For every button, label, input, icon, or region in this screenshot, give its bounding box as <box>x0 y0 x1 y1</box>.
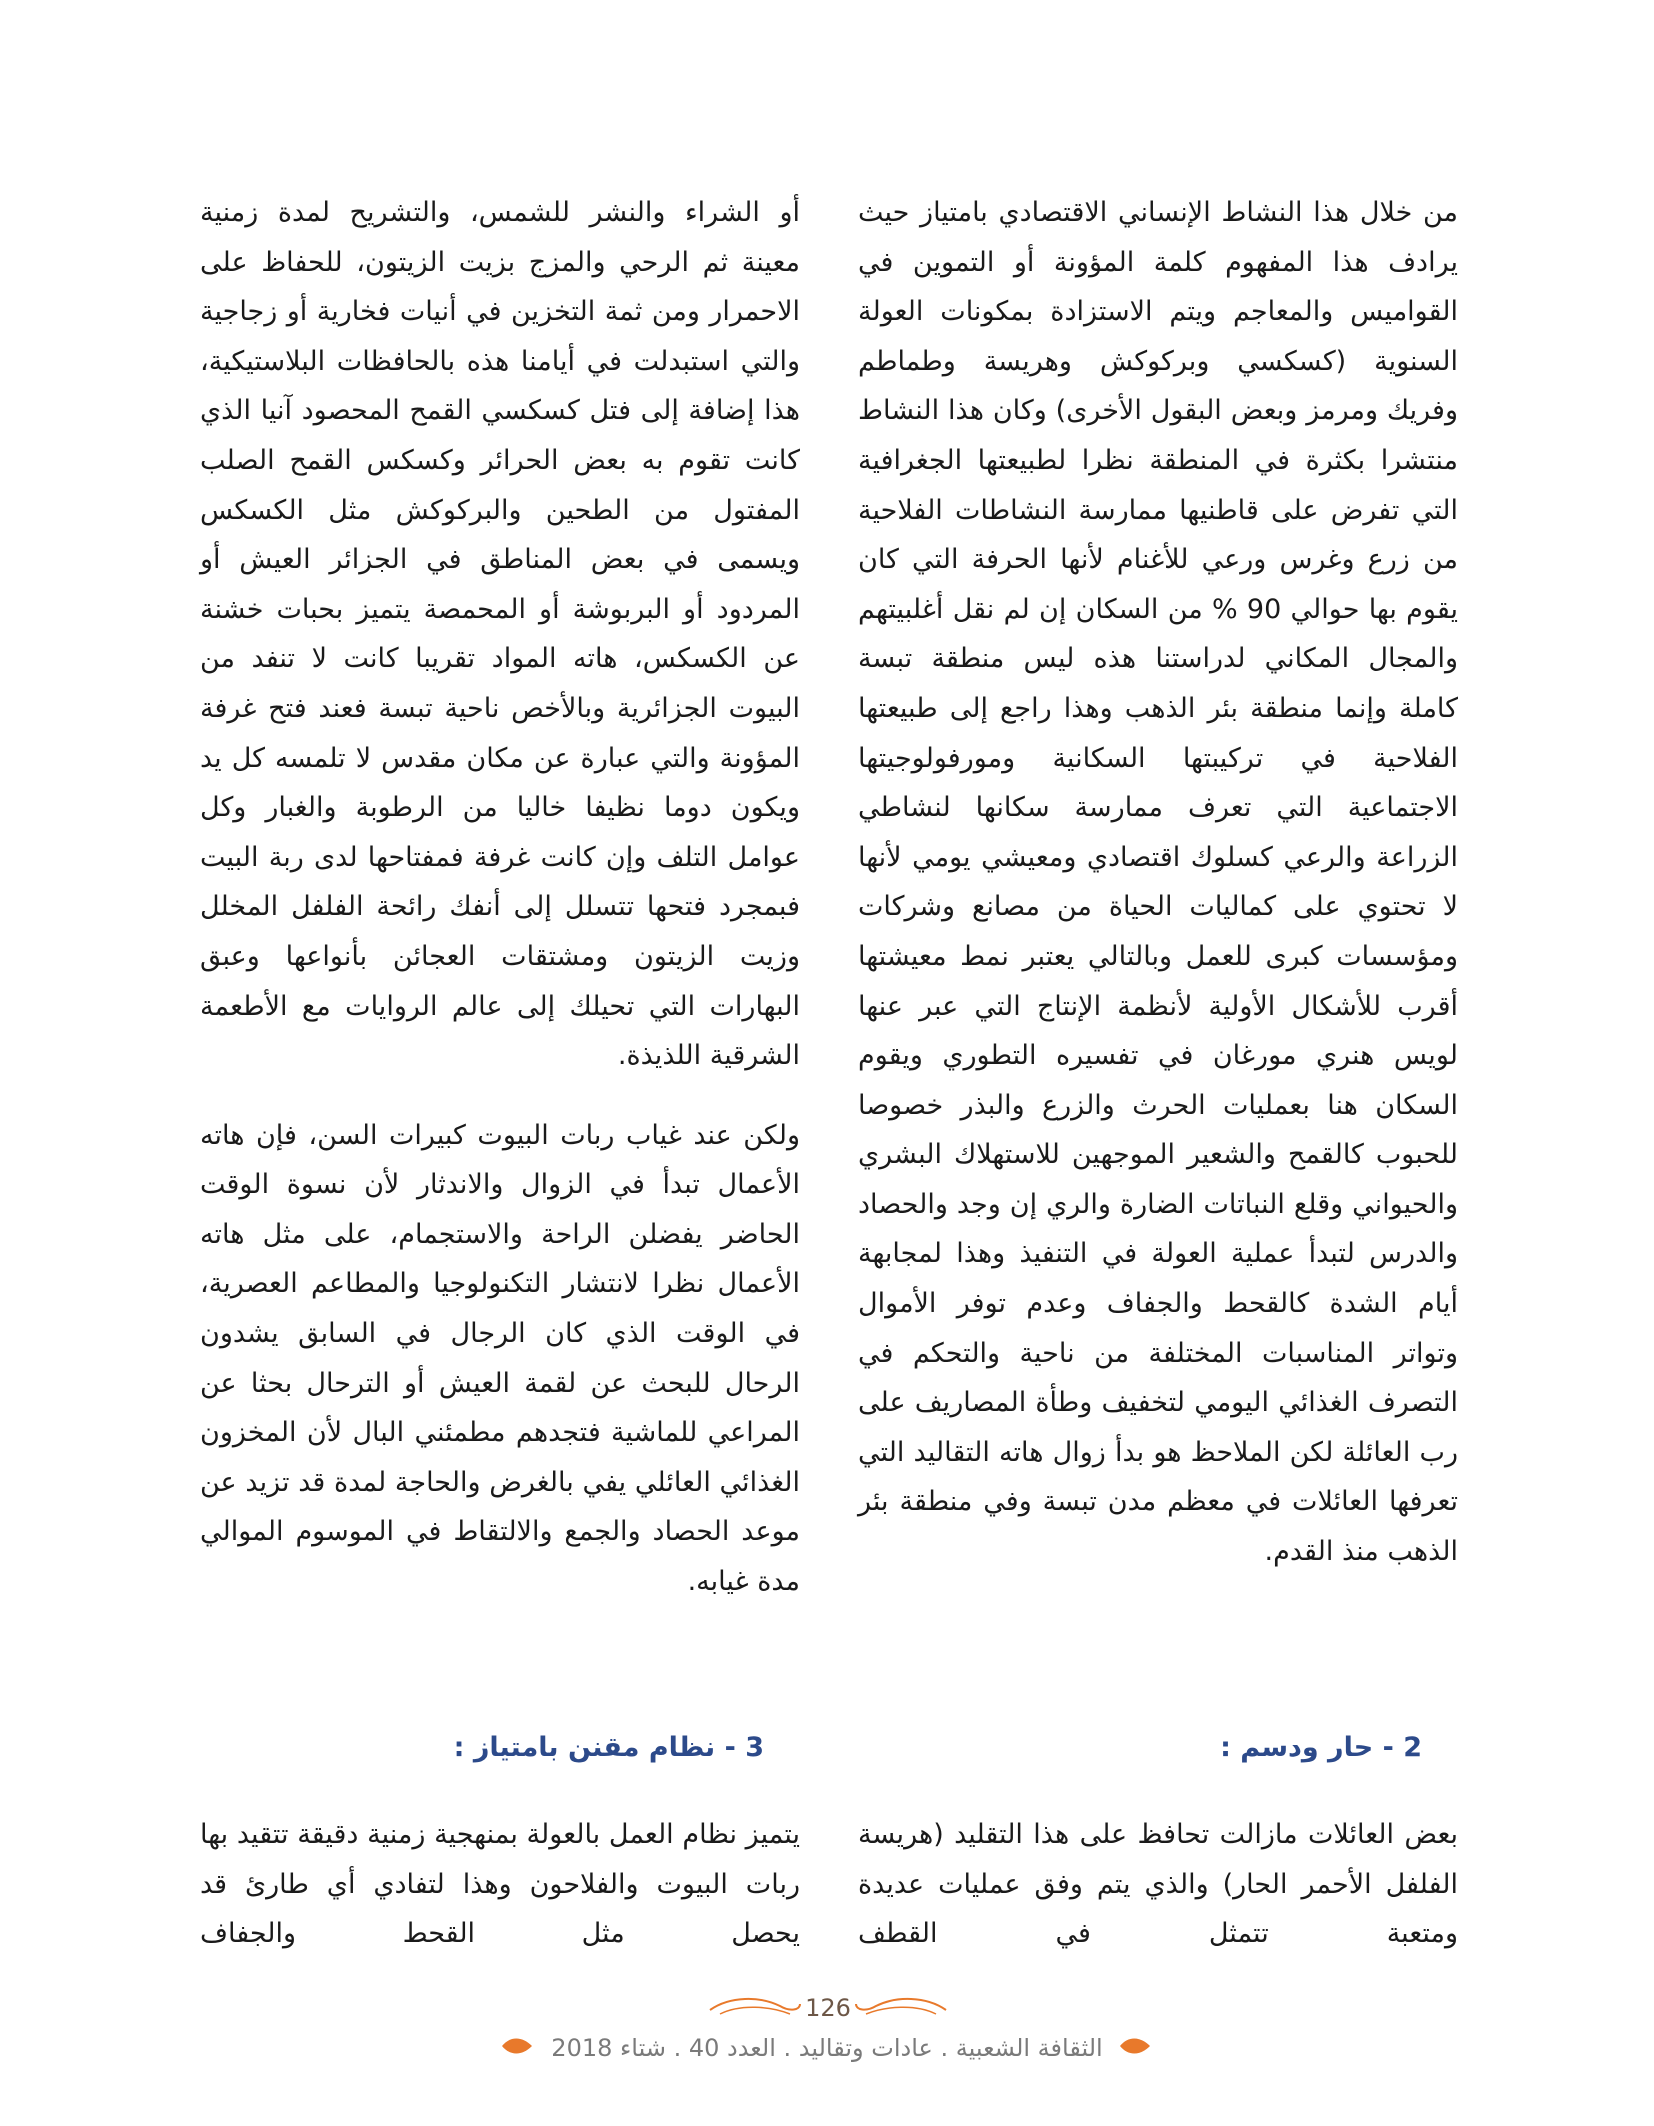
bottom-right-block <box>858 1810 1458 1959</box>
page-number: 126 <box>805 1994 851 2022</box>
section-heading-3: 3 - نظام مقنن بامتياز : <box>453 1732 764 1763</box>
bottom-left-block <box>200 1810 800 1959</box>
right-column <box>858 188 1458 1577</box>
right-column-paragraph-1: من خلال هذا النشاط الإنساني الاقتصادي بامتياز حيث يرادف هذا المفهوم كلمة المؤونة أو التموين في القواميس والمعاجم ويتم الاستزادة بمكونات العولة السنوية (كسكسي وبركوكش وهريسة وطماطم وفريك ومرمز وبعض البقول الأخرى) وكان هذا النشاط منتشرا بكثرة في المنطقة نظرا لطبيعتها الجغرافية التي تفرض على قاطنيها ممارسة النشاطات الفلاحية من زرع وغرس ورعي للأغنام لأنها الحرفة التي كان يقوم بها حوالي 90 % من السكان إن لم نقل أغلبيتهم والمجال المكاني لدراستنا هذه ليس منطقة تبسة كاملة وإنما منطقة بئر الذهب وهذا راجع إلى طبيعتها الفلاحية في تركيبتها السكانية ومورفولوجيتها الاجتماعية التي تعرف ممارسة سكانها لنشاطي الزراعة والرعي كسلوك اقتصادي ومعيشي يومي لأنها لا تحتوي على كماليات الحياة من مصانع وشركات ومؤسسات كبرى للعمل وبالتالي يعتبر نمط معيشتها أقرب للأشكال الأولية لأنظمة الإنتاج التي عبر عنها لويس هنري مورغان في تفسيره التطوري ويقوم السكان هنا بعمليات الحرث والزرع والبذر خصوصا للحبوب كالقمح والشعير الموجهين للاستهلاك البشري والحيواني وقلع النباتات الضارة والري إن وجد والحصاد والدرس لتبدأ عملية العولة في التنفيذ وهذا لمجابهة أيام الشدة كالقحط والجفاف وعدم توفر الأموال وتواتر المناسبات المختلفة من ناحية والتحكم في التصرف الغذائي اليومي لتخفيف وطأة المصاريف على رب العائلة لكن الملاحظ هو بدأ زوال هاته التقاليد التي تعرفها العائلات في معظم مدن تبسة وفي منطقة بئر الذهب منذ القدم. <box>858 197 1458 1568</box>
bottom-left-paragraph: يتميز نظام العمل بالعولة بمنهجية زمنية دقيقة تتقيد بها ربات البيوت والفلاحون وهذا لتفادي أي طارئ قد يحصل مثل القحط والجفاف <box>200 1819 800 1950</box>
paragraph-spacer <box>200 1081 800 1111</box>
publication-footer: الثقافة الشعبية . عادات وتقاليد . العدد 40 . شتاء 2018 <box>551 2034 1103 2062</box>
left-column-paragraph-2: ولكن عند غياب ربات البيوت كبيرات السن، فإن هاته الأعمال تبدأ في الزوال والاندثار لأن نسوة الوقت الحاضر يفضلن الراحة والاستجمام، على مثل هاته الأعمال نظرا لانتشار التكنولوجيا والمطاعم العصرية، في الوقت الذي كان الرجال في السابق يشدون الرحال للبحث عن لقمة العيش أو الترحال بحثا عن المراعي للماشية فتجدهم مطمئني البال لأن المخزون الغذائي العائلي يفي بالغرض والحاجة لمدة قد تزيد عن موعد الحصاد والجمع والالتقاط في الموسوم الموالي مدة غيابه. <box>200 1119 800 1598</box>
section-heading-2: 2 - حار ودسم : <box>1220 1732 1422 1763</box>
bottom-right-paragraph: بعض العائلات مازالت تحافظ على هذا التقليد (هريسة الفلفل الأحمر الحار) والذي يتم وفق عمليات عديدة ومتعبة تتمثل في القطف <box>858 1819 1458 1950</box>
left-column <box>200 188 800 1607</box>
left-column-paragraph-1: أو الشراء والنشر للشمس، والتشريح لمدة زمنية معينة ثم الرحي والمزج بزيت الزيتون، للحفاظ على الاحمرار ومن ثمة التخزين في أنيات فخارية أو زجاجية والتي استبدلت في أيامنا هذه بالحافظات البلاستيكية، هذا إضافة إلى فتل كسكسي القمح المحصود آنيا الذي كانت تقوم به بعض الحرائر وكسكس القمح الصلب المفتول من الطحين والبركوكش مثل الكسكس ويسمى في بعض المناطق في الجزائر العيش أو المردود أو البربوشة أو المحمصة يتميز بحبات خشنة عن الكسكس، هاته المواد تقريبا كانت لا تنفد من البيوت الجزائرية وبالأخص ناحية تبسة فعند فتح غرفة المؤونة والتي عبارة عن مكان مقدس لا تلمسه كل يد ويكون دوما نظيفا خاليا من الرطوبة والغبار وكل عوامل التلف وإن كانت غرفة فمفتاحها لدى ربة البيت فبمجرد فتحها تتسلل إلى أنفك رائحة الفلفل المخلل وزيت الزيتون ومشتقات العجائن بأنواعها وعبق البهارات التي تحيلك إلى عالم الروايات مع الأطعمة الشرقية اللذيذة. <box>200 197 800 1072</box>
